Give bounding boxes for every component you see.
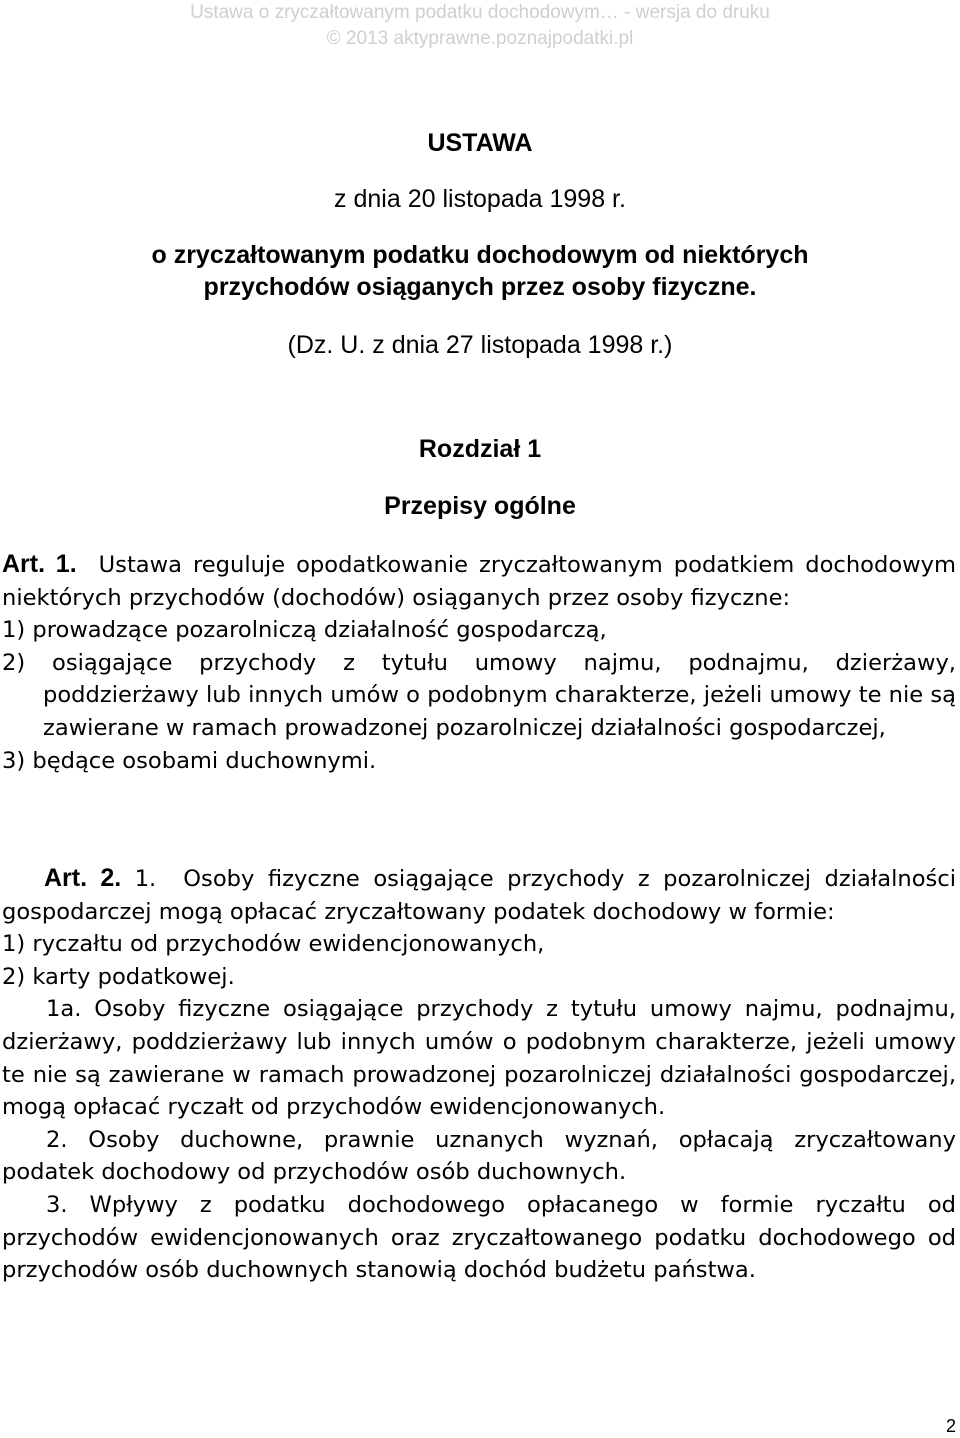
journal-reference: (Dz. U. z dnia 27 listopada 1998 r.) [287, 331, 673, 359]
article-2 [2, 862, 956, 1287]
act-type-heading: USTAWA [427, 129, 533, 157]
art2-label: Art. 2. [44, 864, 122, 892]
art2-par-2: 2. Osoby duchowne, prawnie uznanych wyznań, opłacają zryczałtowany podatek dochodowy od przychodów osób duchownych. [2, 1126, 956, 1186]
art2-par1-text: Osoby fizyczne osiągające przychody z pozarolniczej działalności gospodarczej mogą opłacać zryczałtowany podatek dochodowy w formie: [2, 866, 956, 925]
art2-par1-number: 1. [134, 866, 157, 892]
header-copyright: © 2013 aktyprawne.poznajpodatki.pl [326, 28, 634, 49]
act-date: z dnia 20 listopada 1998 r. [334, 185, 626, 213]
art2-par-1a: 1a. Osoby fizyczne osiągające przychody z tytułu umowy najmu, podnajmu, dzierżawy, poddzierżawy lub innych umów o podobnym charakterze, jeżeli umowy te nie są zawierane w ramach prowadzonej pozarolniczej działalności gospodarczej, mogą opłacać ryczałt od przychodów ewidencjonowanych. [2, 996, 956, 1121]
page-number: 2 [945, 1416, 956, 1436]
act-subject-line2: przychodów osiąganych przez osoby fizyczne. [203, 273, 757, 301]
art1-intro [2, 548, 956, 614]
art1-item-3: 3) będące osobami duchownymi. [2, 747, 377, 774]
header-title: Ustawa o zryczałtowanym podatku dochodowym… - wersja do druku [190, 2, 770, 23]
art2-par-3: 3. Wpływy z podatku dochodowego opłacanego w formie ryczałtu od przychodów ewidencjonowanych oraz zryczałtowanego podatku dochodowego od przychodów osób duchownych stanowią dochód budżetu państwa. [2, 1191, 956, 1284]
act-subject-line1: o zryczałtowanym podatku dochodowym od niektórych [151, 241, 809, 269]
art2-item-1: 1) ryczałtu od przychodów ewidencjonowanych, [2, 931, 545, 958]
art1-label: Art. 1. [2, 550, 77, 578]
chapter-name: Przepisy ogólne [384, 492, 576, 520]
chapter-number: Rozdział 1 [418, 435, 542, 463]
art1-item-1: 1) prowadzące pozarolniczą działalność gospodarczą, [2, 617, 607, 644]
art1-intro-text: Ustawa reguluje opodatkowanie zryczałtowanym podatkiem dochodowym niektórych przychodów (dochodów) osiąganych przez osoby fizyczne: [2, 552, 956, 611]
art2-par-1 [2, 862, 956, 928]
art1-item-2: 2) osiągające przychody z tytułu umowy najmu, podnajmu, dzierżawy, poddzierżawy lub innych umów o podobnym charakterze, jeżeli umowy te nie są zawierane w ramach prowadzonej pozarolniczej działalności gospodarczej, [2, 649, 956, 741]
article-1 [2, 548, 956, 777]
art2-item-2: 2) karty podatkowej. [2, 963, 235, 990]
